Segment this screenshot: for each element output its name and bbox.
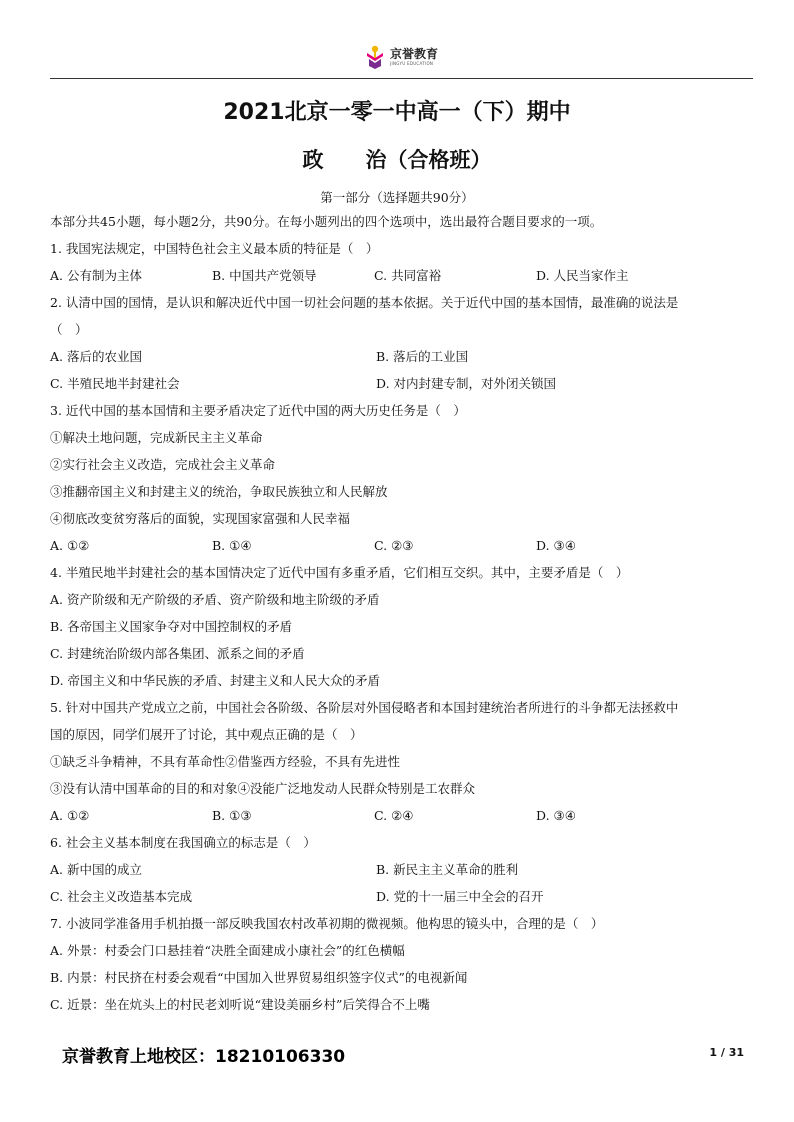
options-row [50,806,755,833]
question-stem: 3. 近代中国的基本国情和主要矛盾决定了近代中国的两大历史任务是（ ） [50,403,466,418]
exam-title: 2021北京一零一中高一（下）期中 [223,100,571,125]
question-stem: 2. 认清中国的国情，是认识和解决近代中国一切社会问题的基本依据。关于近代中国的基本国情，最准确的说法是 [50,295,679,310]
options-row [50,968,755,995]
answer-option[interactable]: D. 人民当家作主 [536,268,629,283]
question-7 [50,914,755,1022]
answer-option[interactable]: D. 帝国主义和中华民族的矛盾、封建主义和人民大众的矛盾 [50,673,381,688]
answer-option[interactable]: D. ③④ [536,808,576,823]
instructions: 本部分共45小题，每小题2分，共90分。在每小题列出的四个选项中，选出最符合题目要求的一项。 [50,214,603,229]
brand-logo [364,42,438,72]
question-stem: 1. 我国宪法规定，中国特色社会主义最本质的特征是（ ） [50,241,379,256]
options-row [50,590,755,617]
question-stem-line: ①缺乏斗争精神，不具有革命性②借鉴西方经验，不具有先进性 [50,754,401,769]
question-stem: 5. 针对中国共产党成立之前，中国社会各阶级、各阶层对外国侵略者和本国封建统治者所进行的斗争都无法拯救中 [50,700,679,715]
header-divider [50,78,753,79]
answer-option[interactable]: C. 半殖民地半封建社会 [50,376,180,391]
options-row [50,860,755,887]
answer-option[interactable]: B. 落后的工业国 [376,349,469,364]
answer-option[interactable]: A. 新中国的成立 [50,862,142,877]
options-row [50,887,755,914]
question-4 [50,563,755,698]
question-stem: 6. 社会主义基本制度在我国确立的标志是（ ） [50,835,316,850]
question-2 [50,293,755,401]
answer-option[interactable]: B. 内景：村民挤在村委会观看“中国加入世界贸易组织签字仪式”的电视新闻 [50,970,468,985]
answer-option[interactable]: A. 落后的农业国 [50,349,142,364]
options-row [50,347,755,374]
question-stem-line: （ ） [50,322,88,337]
question-1 [50,239,755,293]
question-list [50,212,755,1022]
question-stem-line: 国的原因，同学们展开了讨论，其中观点正确的是（ ） [50,727,363,742]
options-row [50,671,755,698]
answer-option[interactable]: A. ①② [50,538,90,553]
footer-contact: 京誉教育上地校区：18210106330 [62,1047,346,1067]
options-row [50,995,755,1022]
question-5 [50,698,755,833]
answer-option[interactable]: D. 党的十一届三中全会的召开 [376,889,544,904]
page-number: 1 / 31 [709,1046,744,1059]
question-stem: 7. 小波同学准备用手机拍摄一部反映我国农村改革初期的微视频。他构思的镜头中，合理的是（ ） [50,916,604,931]
logo-subname: JINGYU EDUCATION [390,60,434,66]
answer-option[interactable]: C. ②③ [374,538,414,553]
answer-option[interactable]: D. ③④ [536,538,576,553]
answer-option[interactable]: B. 新民主主义革命的胜利 [376,862,519,877]
answer-option[interactable]: C. 近景：坐在炕头上的村民老刘听说“建设美丽乡村”后笑得合不上嘴 [50,997,430,1012]
answer-option[interactable]: B. 中国共产党领导 [212,268,317,283]
question-stem-line: ④彻底改变贫穷落后的面貌，实现国家富强和人民幸福 [50,511,351,526]
answer-option[interactable]: A. 外景：村委会门口悬挂着“决胜全面建成小康社会”的红色横幅 [50,943,405,958]
options-row [50,374,755,401]
question-stem-line: ②实行社会主义改造，完成社会主义革命 [50,457,276,472]
answer-option[interactable]: C. 封建统治阶级内部各集团、派系之间的矛盾 [50,646,305,661]
page-header [0,0,794,80]
section-title: 第一部分（选择题共90分） [320,190,474,205]
question-6 [50,833,755,914]
answer-option[interactable]: B. ①③ [212,808,252,823]
answer-option[interactable]: C. ②④ [374,808,414,823]
options-row [50,536,755,563]
answer-option[interactable]: C. 社会主义改造基本完成 [50,889,193,904]
answer-option[interactable]: D. 对内封建专制，对外闭关锁国 [376,376,557,391]
options-row [50,617,755,644]
question-3 [50,401,755,563]
answer-option[interactable]: A. 公有制为主体 [50,268,142,283]
answer-option[interactable]: B. 各帝国主义国家争夺对中国控制权的矛盾 [50,619,293,634]
question-stem-line: ①解决土地问题，完成新民主主义革命 [50,430,263,445]
question-stem-line: ③没有认清中国革命的目的和对象④没能广泛地发动人民群众特别是工农群众 [50,781,476,796]
question-stem: 4. 半殖民地半封建社会的基本国情决定了近代中国有多重矛盾，它们相互交织。其中，主要矛盾是（ ） [50,565,629,580]
page-footer [0,1040,794,1070]
answer-option[interactable]: A. 资产阶级和无产阶级的矛盾、资产阶级和地主阶级的矛盾 [50,592,380,607]
exam-subject: 政 治（合格班） [302,148,492,172]
logo-icon [364,44,386,70]
answer-option[interactable]: B. ①④ [212,538,252,553]
logo-name: 京誉教育 [390,46,439,61]
options-row [50,266,755,293]
options-row [50,644,755,671]
answer-option[interactable]: A. ①② [50,808,90,823]
options-row [50,941,755,968]
question-stem-line: ③推翻帝国主义和封建主义的统治，争取民族独立和人民解放 [50,484,388,499]
answer-option[interactable]: C. 共同富裕 [374,268,442,283]
